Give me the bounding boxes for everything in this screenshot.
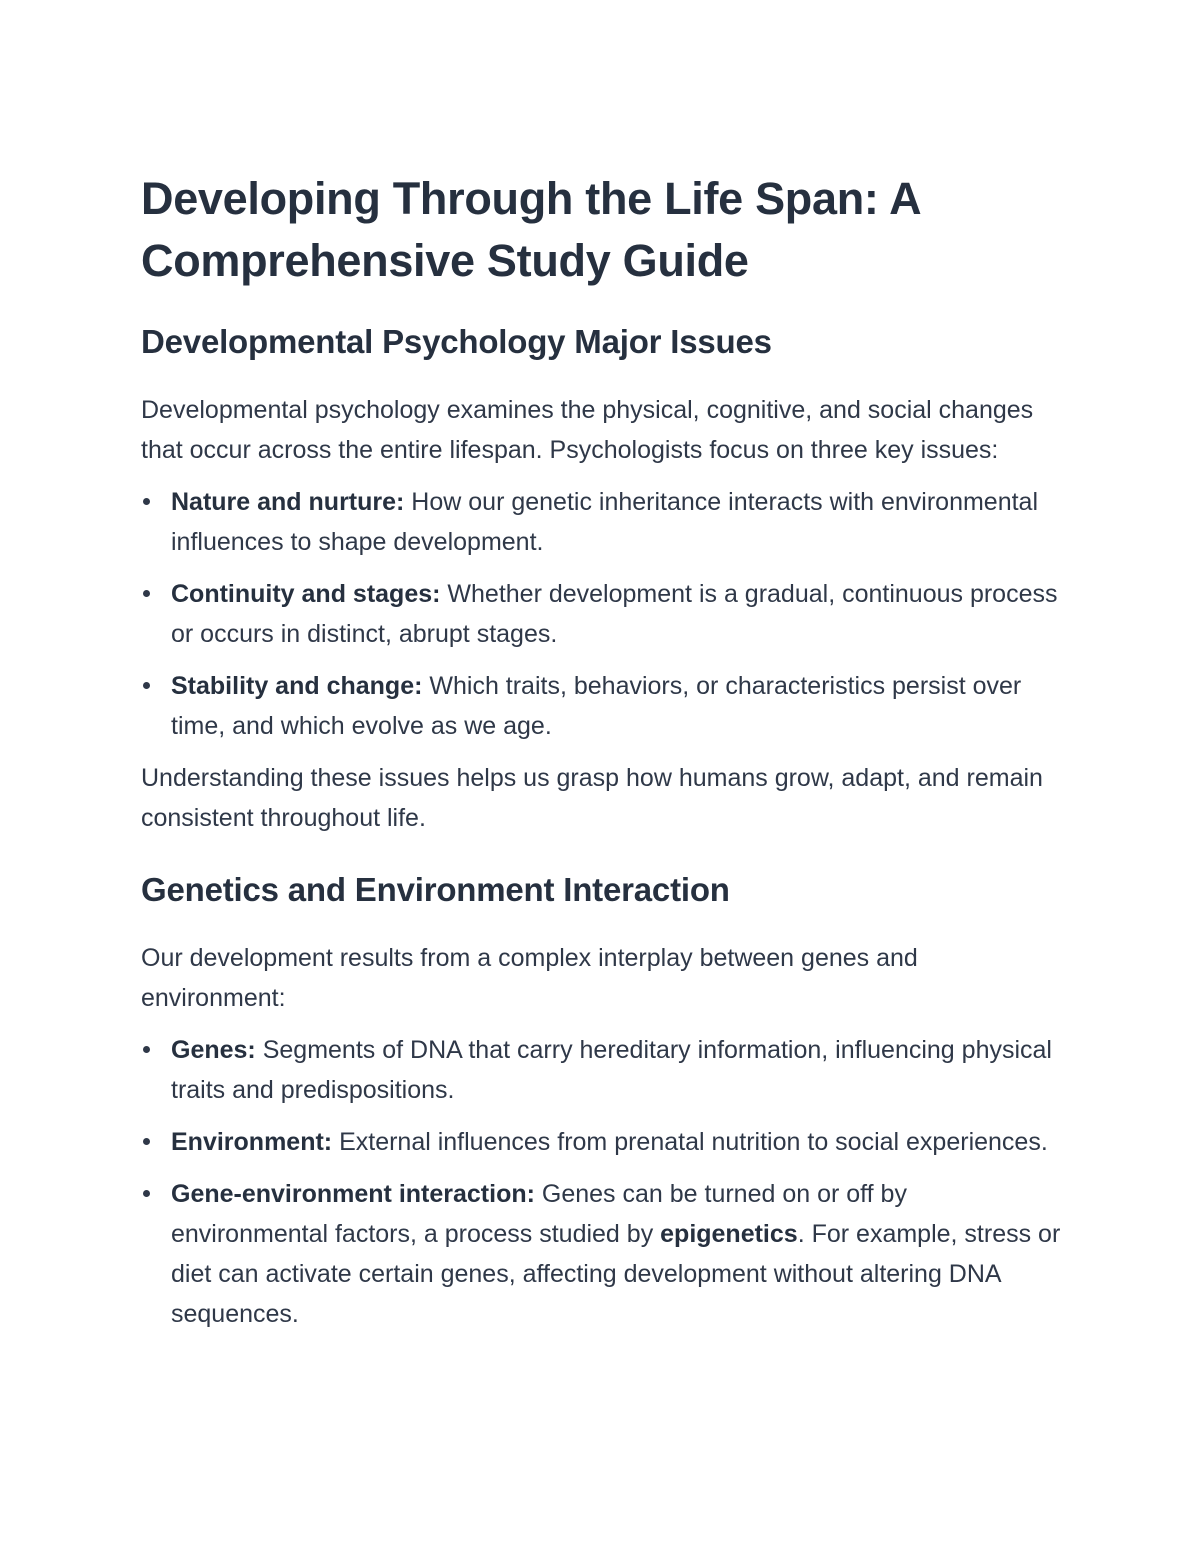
section-intro-paragraph: Our development results from a complex interplay between genes and environment: — [141, 944, 918, 1012]
list-item-text: How our genetic inheritance interacts with environmental influences to shape development. — [171, 488, 1039, 556]
list-item-text: Whether development is a gradual, continuous process or occurs in distinct, abrupt stages. — [171, 580, 1058, 648]
bullet-icon — [143, 682, 150, 689]
bullet-icon — [143, 1046, 150, 1053]
list-item-environment — [141, 1122, 1066, 1162]
section-heading-genetics-environment: Genetics and Environment Interaction — [141, 871, 730, 908]
bullet-icon — [143, 1190, 150, 1197]
list-item-nature-nurture — [141, 482, 1066, 562]
document-page — [141, 168, 1066, 1346]
list-item-term: Stability and change: — [171, 672, 423, 700]
list-item-term: Environment: — [171, 1128, 333, 1156]
list-item-gene-environment-interaction — [141, 1174, 1066, 1334]
section-heading-developmental-issues: Developmental Psychology Major Issues — [141, 323, 772, 360]
genetics-environment-list — [141, 1030, 1066, 1334]
document-title: Developing Through the Life Span: A Comprehensive Study Guide — [141, 173, 920, 286]
section-outro-paragraph: Understanding these issues helps us grasp how humans grow, adapt, and remain consistent throughout life. — [141, 764, 1043, 832]
list-item-term: Gene-environment interaction: — [171, 1180, 535, 1208]
list-item-text: Segments of DNA that carry hereditary information, influencing physical traits and predispositions. — [171, 1036, 1052, 1104]
bullet-icon — [143, 590, 150, 597]
list-item-term: Genes: — [171, 1036, 256, 1064]
list-item-text: Which traits, behaviors, or characteristics persist over time, and which evolve as we age. — [171, 672, 1022, 740]
emphasis-term-epigenetics: epigenetics — [660, 1220, 798, 1248]
list-item-genes — [141, 1030, 1066, 1110]
list-item-stability-change — [141, 666, 1066, 746]
bullet-icon — [143, 498, 150, 505]
section-intro-paragraph: Developmental psychology examines the physical, cognitive, and social changes that occur across the entire lifespan. Psychologists focus on three key issues: — [141, 396, 1034, 464]
list-item-continuity-stages — [141, 574, 1066, 654]
list-item-term: Nature and nurture: — [171, 488, 405, 516]
list-item-text: Genes can be turned on or off by environmental factors, a process studied by — [171, 1180, 907, 1248]
list-item-term: Continuity and stages: — [171, 580, 441, 608]
bullet-icon — [143, 1138, 150, 1145]
list-item-text: External influences from prenatal nutrition to social experiences. — [332, 1128, 1048, 1156]
key-issues-list — [141, 482, 1066, 746]
list-item-text-continued: . For example, stress or diet can activate certain genes, affecting development without altering DNA sequences. — [171, 1220, 1061, 1328]
